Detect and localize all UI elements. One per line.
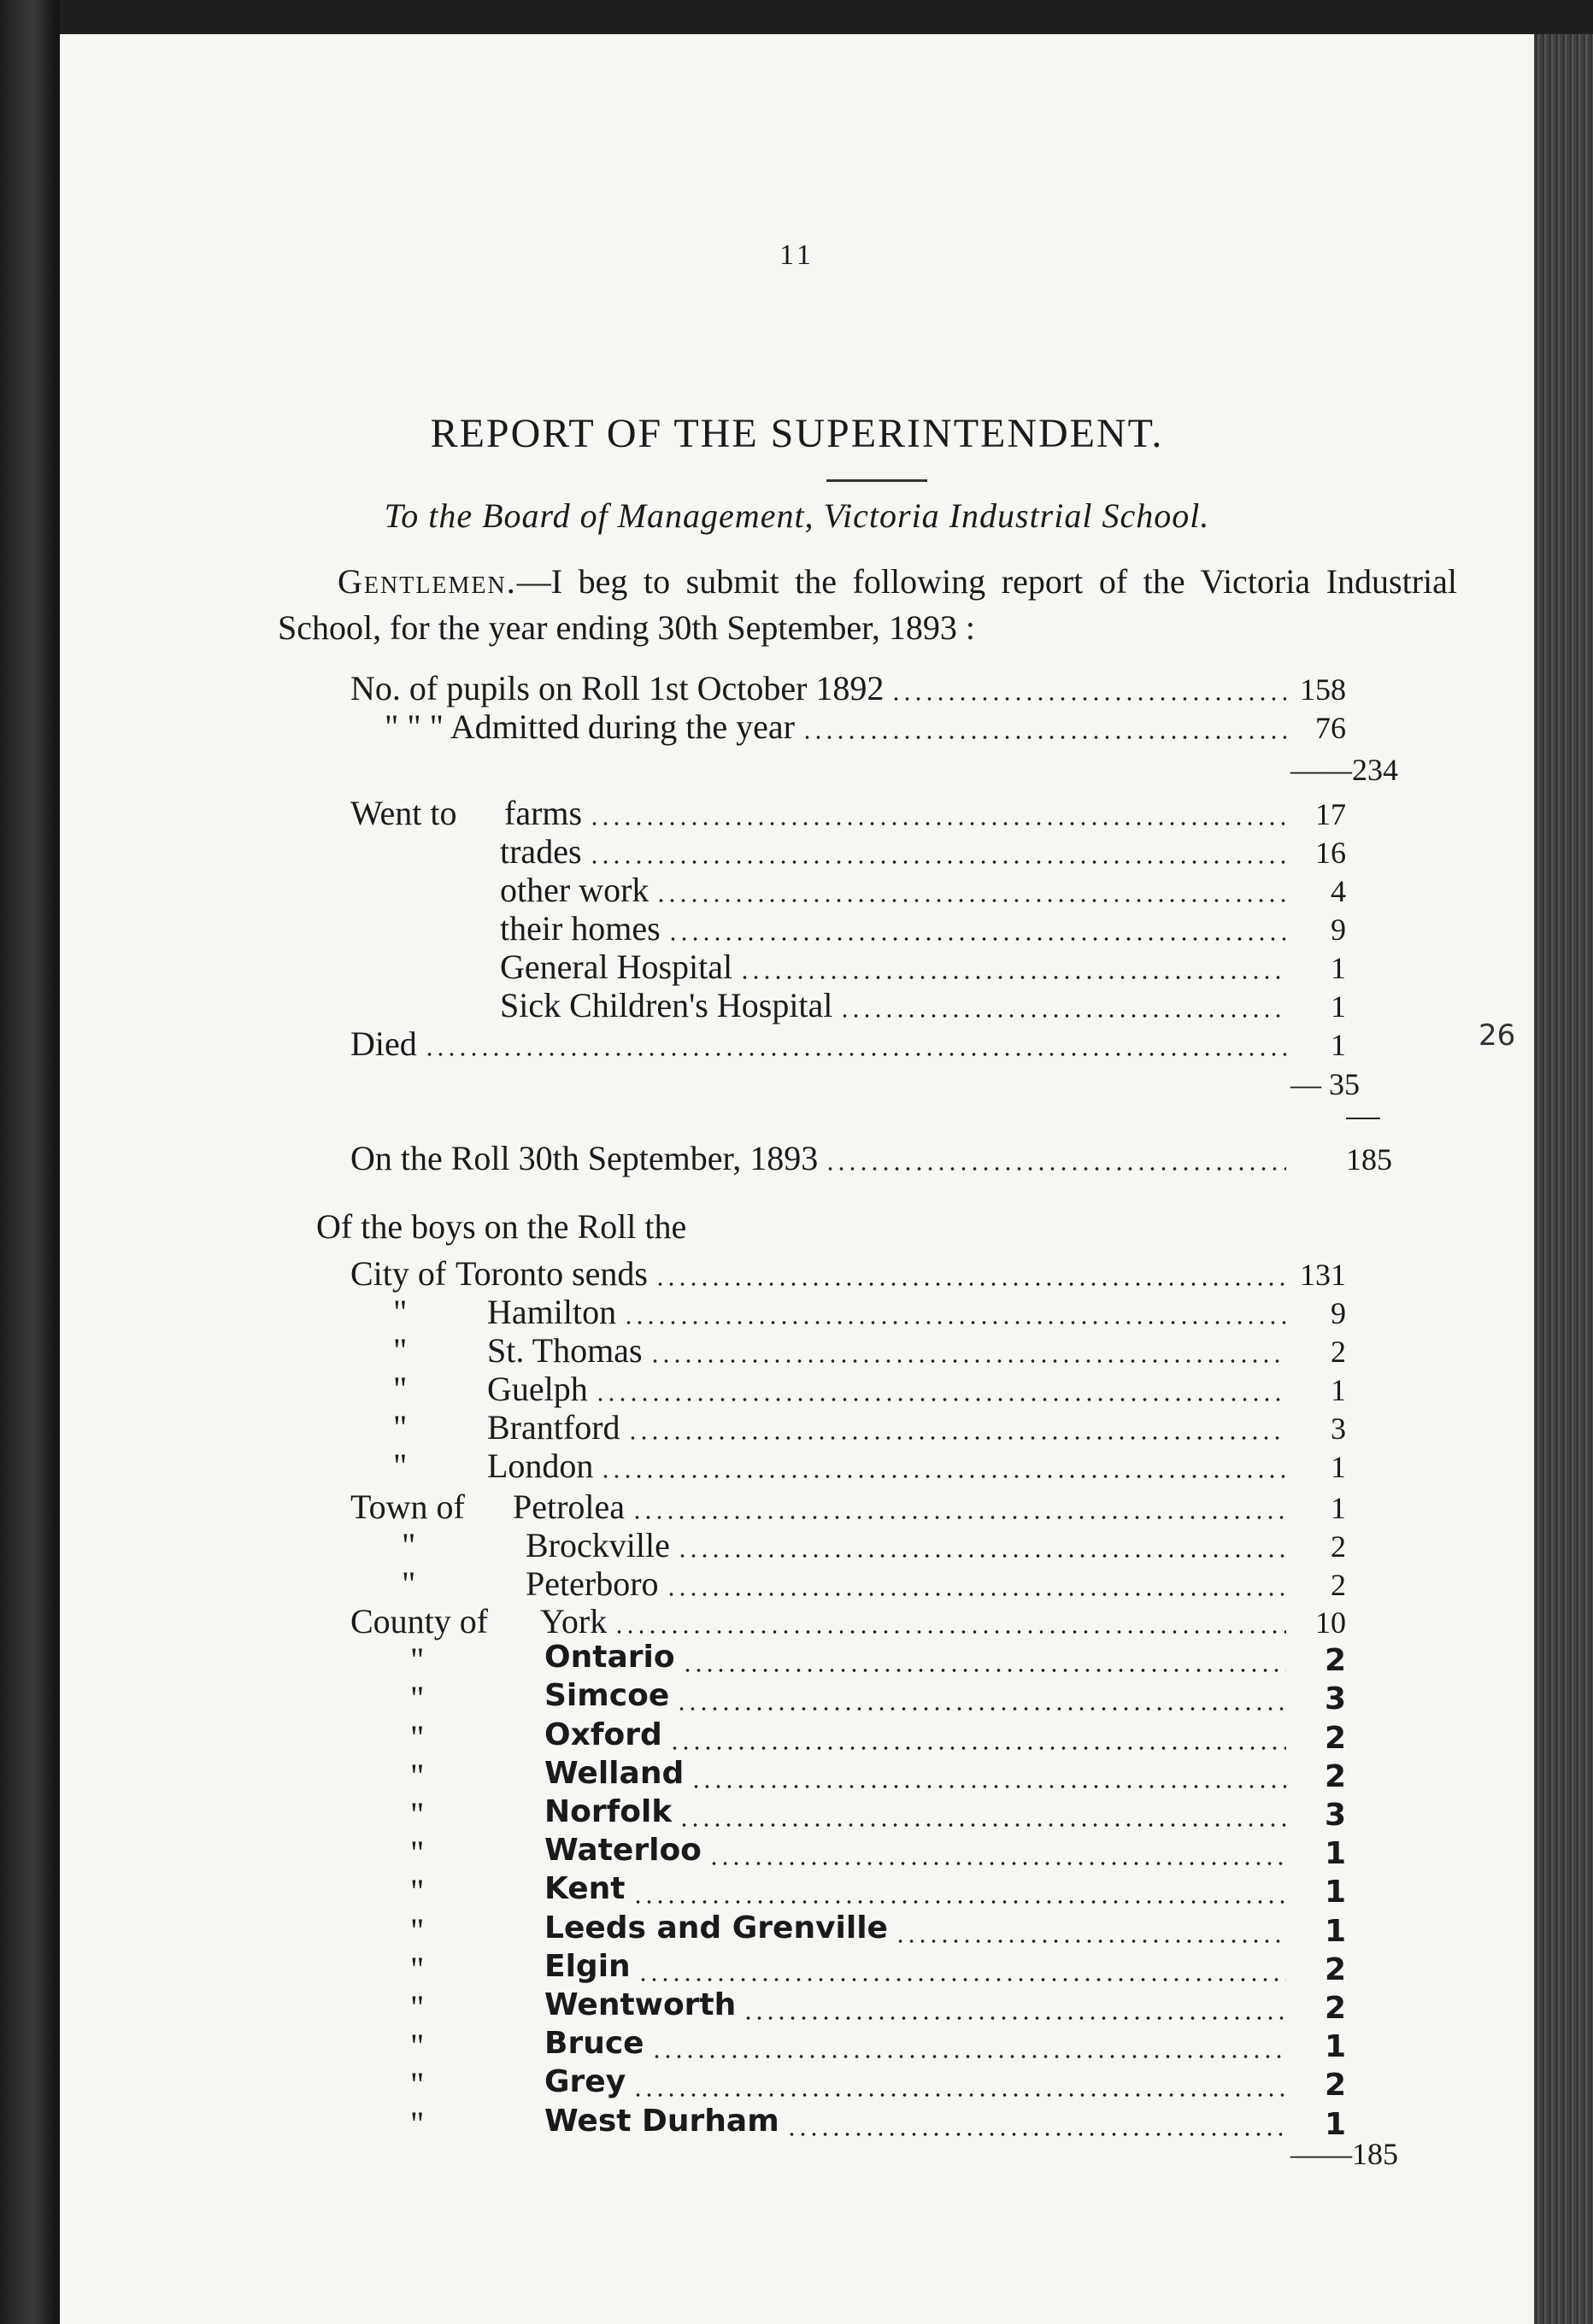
dot-leader: [679, 1823, 1286, 1827]
city-item-label: Brantford: [487, 1408, 620, 1447]
city-item-value: 3: [1331, 1411, 1346, 1446]
dot-leader: [638, 1978, 1286, 1981]
left-item-value: 1: [1331, 989, 1346, 1024]
county-item-label: Norfolk: [544, 1794, 673, 1829]
ditto-mark: ": [402, 1526, 416, 1564]
report-title: REPORT OF THE SUPERINTENDENT.: [430, 411, 1164, 456]
town-item-value: 2: [1331, 1568, 1346, 1602]
ditto-mark: ": [410, 1872, 425, 1911]
went-to-label: Went to: [350, 794, 457, 832]
dot-leader: [691, 1785, 1286, 1788]
ditto-mark: ": [410, 2104, 425, 2143]
town-item-label: Peterboro: [526, 1564, 659, 1603]
dot-leader: [614, 1630, 1286, 1634]
ditto-mark: ": [410, 1640, 425, 1680]
page-number: 11: [779, 239, 814, 271]
ditto-mark: ": [410, 2027, 425, 2066]
county-item-label: Ontario: [544, 1640, 675, 1676]
city-item-label: Guelph: [487, 1370, 588, 1408]
county-item-value: 3: [1324, 1681, 1346, 1717]
county-item-label: Waterloo: [544, 1833, 702, 1869]
dot-leader: [708, 1862, 1286, 1865]
dot-leader: [424, 1053, 1286, 1056]
dot-leader: [677, 1554, 1286, 1558]
county-item-label: Leeds and Grenville: [544, 1910, 888, 1945]
county-item-value: 1: [1324, 2106, 1346, 2142]
left-item-label: their homes: [500, 909, 661, 948]
left-subtotal: — 35: [1290, 1067, 1360, 1101]
county-item-value: 2: [1324, 1951, 1346, 1987]
county-item-value: 2: [1324, 1720, 1346, 1756]
dot-leader: [650, 1359, 1286, 1363]
city-item-value: 1: [1331, 1373, 1346, 1407]
ditto-mark: ": [393, 1447, 408, 1485]
city-item-label: London: [487, 1447, 594, 1485]
salutation: Gentlemen.: [338, 562, 517, 601]
ditto-mark: ": [410, 1949, 425, 1988]
county-item-value: 2: [1324, 2068, 1346, 2104]
ditto-mark: ": [410, 1910, 425, 1950]
town-of-label: Town of: [350, 1488, 465, 1526]
county-item-value: 1: [1324, 2029, 1346, 2065]
dot-leader: [891, 697, 1286, 701]
county-item-label: Elgin: [544, 1948, 631, 1984]
left-item-value: 17: [1315, 797, 1346, 831]
ditto-mark: ": [410, 1756, 425, 1795]
county-item-value: 1: [1324, 1913, 1346, 1949]
dot-leader: [825, 1167, 1286, 1171]
left-item-value: 9: [1331, 913, 1346, 947]
county-item-value: 2: [1324, 1758, 1346, 1794]
remaining-label: On the Roll 30th September, 1893: [350, 1139, 819, 1177]
left-item-label: General Hospital: [500, 948, 733, 986]
city-item-value: 131: [1300, 1258, 1346, 1292]
town-item-value: 2: [1331, 1529, 1346, 1564]
dot-leader: [655, 1282, 1286, 1286]
dot-leader: [655, 899, 1286, 902]
grand-total: ——185: [1290, 2137, 1398, 2171]
city-item-label: St. Thomas: [487, 1331, 643, 1370]
on-roll-label: No. of pupils on Roll 1st October 1892: [350, 669, 885, 707]
city-item-label: Hamilton: [487, 1293, 617, 1331]
left-item-label: other work: [500, 871, 650, 909]
intro-paragraph: [278, 559, 1457, 651]
dot-leader: [895, 1940, 1286, 1943]
town-item-label: Petrolea: [513, 1488, 626, 1526]
county-item-value: 1: [1324, 1836, 1346, 1872]
on-roll-value: 158: [1300, 672, 1346, 707]
ditto-mark: ": [410, 1988, 425, 2027]
remaining-value: 185: [1346, 1142, 1392, 1177]
city-item-value: 1: [1331, 1450, 1346, 1484]
county-item-label: West Durham: [544, 2103, 779, 2139]
dot-leader: [666, 1593, 1286, 1596]
dot-leader: [743, 2016, 1286, 2020]
ditto-mark: ": [410, 1834, 425, 1873]
city-item-value: 2: [1331, 1335, 1346, 1369]
admitted-label: " " " Admitted during the year: [385, 707, 795, 746]
dot-leader: [667, 937, 1286, 941]
total-rule: [1346, 1118, 1380, 1119]
scan-top-border: [0, 0, 1593, 34]
ditto-mark: ": [410, 1679, 425, 1718]
city-item-value: 9: [1331, 1296, 1346, 1330]
dot-leader: [802, 736, 1286, 739]
ditto-mark: ": [410, 1717, 425, 1757]
address-line: To the Board of Management, Victoria Industrial School.: [384, 496, 1210, 535]
left-item-label: trades: [500, 832, 582, 871]
admitted-value: 76: [1315, 711, 1346, 745]
ditto-mark: ": [393, 1370, 408, 1408]
dot-leader: [589, 822, 1286, 825]
city-item-label: Toronto sends: [456, 1254, 648, 1293]
dot-leader: [627, 1436, 1286, 1440]
town-item-value: 1: [1331, 1491, 1346, 1525]
dot-leader: [632, 2093, 1286, 2097]
dot-leader: [786, 2133, 1286, 2136]
county-item-label: Kent: [544, 1871, 626, 1907]
county-item-value: 3: [1324, 1798, 1346, 1833]
county-item-label: Wentworth: [544, 1987, 737, 2022]
margin-note: 26: [1478, 1018, 1516, 1053]
ditto-mark: ": [410, 1795, 425, 1834]
ditto-mark: ": [393, 1408, 408, 1447]
dot-leader: [623, 1321, 1286, 1324]
dot-leader: [632, 1900, 1286, 1904]
title-rule: [826, 479, 927, 482]
left-item-value: 1: [1331, 951, 1346, 985]
county-item-label: Grey: [544, 2064, 626, 2100]
ditto-mark: ": [393, 1331, 408, 1370]
dot-leader: [595, 1398, 1286, 1401]
page-edges: [1534, 34, 1593, 2324]
dot-leader: [669, 1746, 1286, 1750]
county-of-label: County of: [350, 1602, 489, 1640]
county-item-value: 10: [1315, 1605, 1346, 1640]
died-label: Died: [350, 1024, 417, 1063]
left-item-value: 16: [1315, 836, 1346, 870]
county-item-label: Simcoe: [544, 1678, 670, 1714]
county-item-label: Welland: [544, 1755, 685, 1791]
town-item-label: Brockville: [526, 1526, 670, 1564]
left-item-label: farms: [504, 794, 583, 832]
left-item-value: 4: [1331, 874, 1346, 908]
county-item-value: 2: [1324, 1643, 1346, 1679]
county-item-label: York: [540, 1602, 608, 1640]
county-item-label: Bruce: [544, 2026, 644, 2062]
dot-leader: [589, 860, 1286, 864]
county-item-label: Oxford: [544, 1717, 662, 1752]
book-spine: [0, 0, 60, 2324]
county-item-value: 1: [1324, 1875, 1346, 1910]
city-of-label: City of: [350, 1254, 447, 1293]
dot-leader: [839, 1014, 1286, 1018]
county-item-value: 2: [1324, 1991, 1346, 2026]
origins-heading: Of the boys on the Roll the: [316, 1207, 687, 1246]
dot-leader: [682, 1669, 1286, 1672]
dot-leader: [739, 976, 1286, 979]
dot-leader: [600, 1475, 1286, 1478]
dot-leader: [651, 2055, 1286, 2058]
dot-leader: [632, 1516, 1286, 1519]
left-item-label: Sick Children's Hospital: [500, 986, 833, 1024]
dot-leader: [676, 1707, 1286, 1711]
book-page: [60, 34, 1534, 2324]
ditto-mark: ": [393, 1293, 408, 1331]
roll-subtotal: ——234: [1290, 753, 1398, 787]
ditto-mark: ": [410, 2065, 425, 2104]
intro-text: —I beg to submit the following report of the Victoria Industrial School, for the year ending 30th September, 1893 :: [278, 562, 1457, 647]
ditto-mark: ": [402, 1564, 416, 1603]
died-value: 1: [1331, 1028, 1346, 1062]
